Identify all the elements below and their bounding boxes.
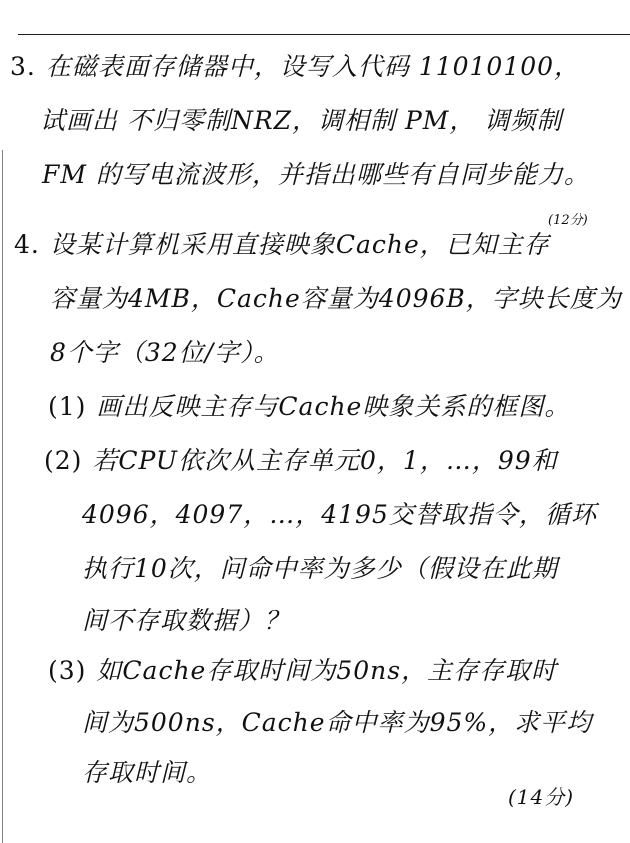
q4-part1-text-1: 画出反映主存与Cache映象关系的框图。	[96, 392, 571, 421]
q3-line-1	[10, 52, 580, 82]
left-margin-line	[2, 150, 3, 843]
q4-part2-line-4: 间不存取数据）？	[82, 606, 291, 635]
q4-part2-label: (2)	[44, 446, 83, 475]
q3-text-1: 在磁表面存储器中，设写入代码 11010100，	[45, 52, 581, 81]
q4-part2-line-2: 4096，4097，…，4195交替取指令，循环	[82, 500, 597, 529]
q4-line-3: 8个字（32位/字）。	[50, 338, 280, 367]
q4-part3-line-3: 存取时间。	[82, 758, 213, 787]
q4-part1-line-1	[48, 392, 570, 422]
q4-part3-text-1: 如Cache存取时间为50ns，主存存取时	[96, 656, 558, 685]
q4-line-2: 容量为4MB，Cache容量为4096B，字块长度为	[50, 284, 622, 313]
q4-part2-text-1: 若CPU依次从主存单元0，1，…，99和	[92, 446, 558, 475]
q4-part1-label: (1)	[48, 392, 87, 421]
q4-part3-line-1	[48, 656, 557, 686]
q3-line-3: FM 的写电流波形，并指出哪些有自同步能力。	[42, 160, 590, 189]
q4-part2-line-3: 执行10次，问命中率为多少（假设在此期	[82, 554, 558, 583]
q3-number: 3.	[10, 52, 36, 81]
q4-part2-line-1	[44, 446, 558, 476]
q4-text-1: 设某计算机采用直接映象Cache，已知主存	[49, 230, 550, 259]
q4-score: (14分)	[508, 785, 575, 809]
q4-line-1	[14, 230, 550, 260]
q3-line-2: 试画出 不归零制NRZ，调相制 PM， 调频制	[40, 106, 563, 135]
q3-score: (12分)	[548, 213, 588, 228]
q4-part3-label: (3)	[48, 656, 87, 685]
q4-number: 4.	[14, 230, 40, 259]
top-border-line	[18, 34, 630, 35]
q4-part3-line-2: 间为500ns，Cache命中率为95%，求平均	[82, 708, 593, 737]
